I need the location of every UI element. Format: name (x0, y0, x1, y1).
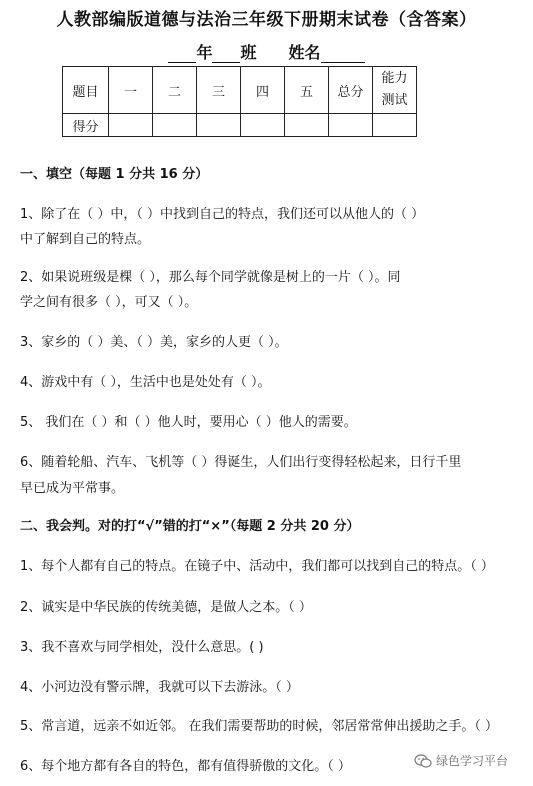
question-text: 中了解到自己的特点。 (20, 232, 151, 247)
question-text: 1、除了在（ ）中，（ ）中找到自己的特点，我们还可以从他人的（ ） (20, 207, 425, 222)
page-title: 人教部编版道德与法治三年级下册期末试卷（含答案） (56, 10, 477, 30)
name-blank[interactable] (321, 46, 365, 63)
score-header-cell: 题目 (63, 67, 109, 114)
section-heading: 二、我会判。对的打“√”错的打“×”（每题 2 分共 20 分） (20, 519, 360, 534)
watermark-text: 绿色学习平台 (436, 754, 509, 768)
score-cell[interactable] (329, 114, 373, 137)
score-cell[interactable] (241, 114, 285, 137)
score-row-label: 得分 (63, 114, 109, 137)
score-cell[interactable] (109, 114, 153, 137)
question-text: 4、小河边没有警示牌，我就可以下去游泳。（ ） (20, 680, 299, 695)
score-cell[interactable] (197, 114, 241, 137)
question-text: 5、 我们在（ ）和（ ）他人时，要用心（ ）他人的需要。 (20, 415, 357, 430)
question-text: 3、家乡的（ ）美、（ ）美，家乡的人更（ ）。 (20, 335, 288, 350)
grade-label: 年 (196, 43, 213, 62)
score-header-cell: 总分 (329, 67, 373, 114)
score-cell[interactable] (285, 114, 329, 137)
score-header-cell: 四 (241, 67, 285, 114)
class-label: 班 (240, 43, 257, 62)
score-cell[interactable] (153, 114, 197, 137)
grade-blank[interactable] (168, 46, 196, 63)
question-text: 6、随着轮船、汽车、飞机等（ ）得诞生，人们出行变得轻松起来，日行千里 (20, 455, 462, 470)
score-header-cell: 五 (285, 67, 329, 114)
question-text: 早已成为平常事。 (20, 481, 125, 496)
name-label: 姓名 (288, 43, 321, 62)
score-header-cell: 二 (153, 67, 197, 114)
section-heading: 一、填空（每题 1 分共 16 分） (20, 167, 209, 182)
score-table (62, 66, 417, 137)
question-text: 5、常言道，远亲不如近邻。 在我们需要帮助的时候，邻居常常伸出援助之手。（ ） (20, 719, 499, 734)
question-text: 4、游戏中有（ ），生活中也是处处有（ ）。 (20, 375, 271, 390)
wechat-icon (414, 753, 432, 769)
question-text: 2、诚实是中华民族的传统美德，是做人之本。（ ） (20, 600, 312, 615)
score-header-cell: 能力 测试 (373, 67, 417, 114)
student-info-line (0, 40, 533, 63)
question-text: 学之间有很多（ ），可又（ ）。 (20, 295, 198, 310)
question-text: 3、我不喜欢与同学相处，没什么意思。( ) (20, 640, 264, 655)
question-text: 6、每个地方都有各自的特色，都有值得骄傲的文化。（ ） (20, 759, 351, 774)
question-text: 1、每个人都有自己的特点。在镜子中、活动中，我们都可以找到自己的特点。（ ） (20, 559, 494, 574)
class-blank[interactable] (212, 46, 240, 63)
score-header-cell: 一 (109, 67, 153, 114)
score-header-cell: 三 (197, 67, 241, 114)
watermark (414, 752, 508, 769)
question-text: 2、如果说班级是棵（ ），那么每个同学就像是树上的一片（ ）。同 (20, 270, 401, 285)
score-cell[interactable] (373, 114, 417, 137)
